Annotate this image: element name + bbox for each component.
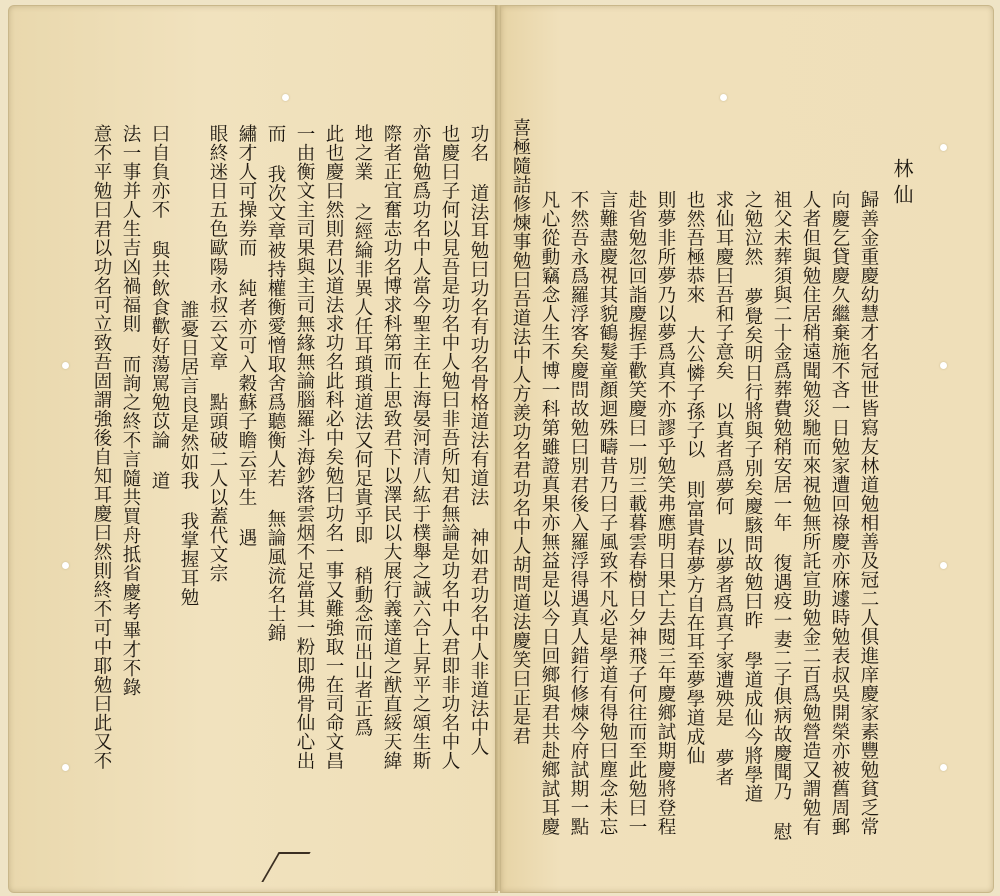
text-column: 人者但與勉住居稍遠聞勉災馳而來視勉無所託宣助勉金二百爲勉營造又謂勉有 — [800, 190, 821, 836]
text-column: 則夢非所夢乃以夢爲真不亦謬乎勉笑弗應明日果亡去閱三年慶鄉試期慶將登程 — [655, 190, 676, 836]
text-column: 意不平勉曰君以功名可立致吾固謂強後自知耳慶曰然則終不可中耶勉曰此又不 — [91, 124, 112, 770]
binding-hole — [282, 94, 289, 101]
text-column: 際者正宜奮志功名博求科第而上思致君下以澤民以大展行義達道之猷直綏天緯 — [381, 124, 402, 770]
binding-hole — [940, 764, 947, 771]
text-column: 赴省勉忽回詣慶握手歡笑慶曰一別三載暮雲春樹日夕神飛子何往而至此勉曰一 — [626, 190, 647, 836]
text-column: 誰憂日居言良是然如我 我掌握耳勉 — [178, 300, 199, 607]
text-column: 不然吾永爲羅浮客矣慶問故勉曰別君後入羅浮得遇真人錯行修煉今府試期一點 — [568, 190, 589, 836]
text-column: 向慶乞貸慶久繼棄施不吝一日勉家遭回祿慶亦庥遽時勉表叔吳開榮亦被舊周郵 — [829, 190, 850, 836]
text-column: 凡心從動竊念人生不博一科第雖證真果亦無益是以今日回鄉與君共赴鄉試耳慶 — [539, 190, 560, 836]
binding-hole — [62, 362, 69, 369]
text-column: 而 我次文章被持權衡愛憎取舍爲聽衡人若 無論風流名士錦 — [265, 124, 286, 642]
text-column: 也慶曰子何以見吾是功名中人勉曰非吾所知君無論是功名中人君即非功名中人 — [439, 124, 460, 770]
text-column: 言難盡慶視其貌鶴髮童顏迴殊疇昔乃曰子風致不凡必是學道有得勉曰塵念未忘 — [597, 190, 618, 836]
text-column: 此也慶曰然則君以道法求功名此科必中矣勉曰功名一事又難強取一在司命文昌 — [323, 124, 344, 770]
text-column: 法一事并人生吉凶禍福則 而詢之終不言隨共買舟抵省慶考畢才不錄 — [120, 124, 141, 697]
text-column: 也然吾極恭來 大公憐子孫子以 則富貴春夢方自在耳至夢學道成仙 — [684, 190, 705, 765]
section-title: 林仙 — [890, 158, 914, 210]
text-column: 功名 道法耳勉曰功名有功名骨格道法有道法 神如君功名中人非道法中人 — [468, 124, 489, 756]
text-column: 眼終迷日五色歐陽永叔云文章 點頭破二人以蓋代文宗 — [207, 124, 228, 583]
text-column: 求仙耳慶曰吾和子意矣 以真者爲夢何 以夢者爲真子家遭殃是 夢者 — [713, 190, 734, 787]
binding-hole — [940, 562, 947, 569]
text-column: 亦當勉爲功名中人當今聖主在上海晏河清八紘于樸舉之誠六合上昇平之頌生斯 — [410, 124, 431, 770]
binding-hole — [62, 562, 69, 569]
binding-hole — [62, 764, 69, 771]
binding-hole — [940, 144, 947, 151]
text-column: 繡才人可操券而 純者亦可入穀蘇子瞻云平生 遇 — [236, 124, 257, 547]
text-column: 歸善金重慶幼慧才名冠世皆寫友林道勉相善及冠二人俱進庠慶家素豐勉貧乏常 — [858, 190, 879, 836]
text-column: 喜極隨詰修煉事勉曰吾道法中人方羨功名君功名中人胡問道法慶笑曰正是君 — [510, 118, 531, 745]
text-column: 曰自負亦不 與共飲食歡好蕩罵勉苡論 道 — [149, 124, 170, 490]
text-column: 地之業 之經綸非異人任耳瑣瑣道法又何足貴乎即 稍動念而出山者正爲 — [352, 124, 373, 737]
binding-hole — [940, 362, 947, 369]
text-column: 之勉泣然 夢覺矣明日行將與子別矣慶駭問故勉曰昨 學道成仙今將學道 — [742, 190, 763, 803]
text-column: 祖父未葬須與二十金爲葬費勉稍安居一年 復遇疫一妻二子俱病故慶聞乃 慰 — [771, 190, 792, 841]
text-column: 一由衡文主司果與主司無緣無論腦羅斗海鈔落雲烟不足當其一粉即佛骨仙心出 — [294, 124, 315, 770]
binding-hole — [720, 94, 727, 101]
